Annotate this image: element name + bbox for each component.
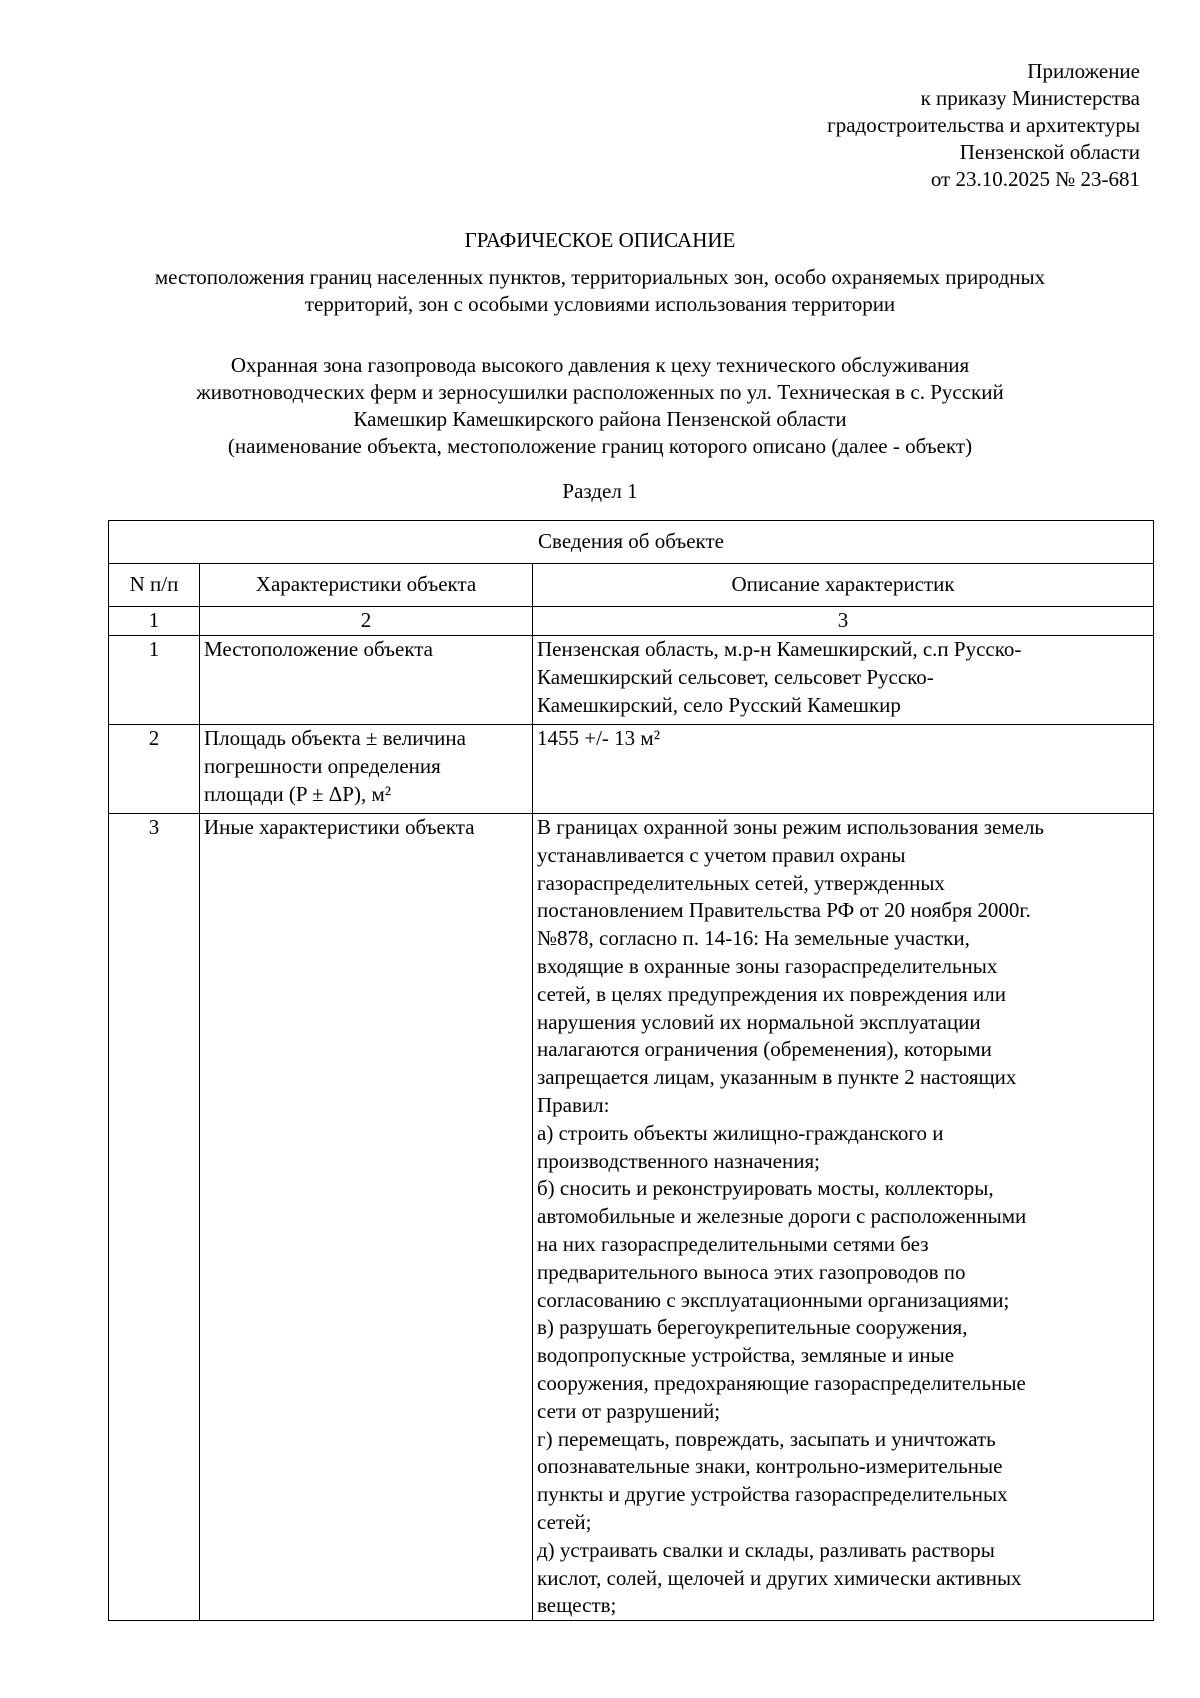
document-title: ГРАФИЧЕСКОЕ ОПИСАНИЕ (464, 228, 736, 252)
description-line: кислот, солей, щелочей и других химически активных (537, 1565, 1022, 1590)
description-line: налагаются ограничения (обременения), которыми (537, 1037, 992, 1062)
description-line: постановлением Правительства РФ от 20 ноября 2000г. (537, 898, 1031, 923)
row-description (533, 636, 1154, 725)
header-characteristic: Характеристики объекта (200, 564, 533, 607)
approval-line: к приказу Министерства (920, 86, 1140, 110)
column-number-3: 3 (533, 607, 1154, 636)
object-name-block (120, 352, 1080, 460)
description-line: водопропускные устройства, земляные и иные (537, 1343, 955, 1368)
description-line: газораспределительных сетей, утвержденных (537, 870, 945, 895)
section-label: Раздел 1 (562, 479, 638, 503)
description-line: на них газораспределительными сетями без (537, 1231, 929, 1256)
description-line: Пензенская область, м.р-н Камешкирский, с.п Русско- (537, 637, 1022, 661)
description-line: Камешкирский, село Русский Камешкир (537, 692, 901, 717)
description-line: сетей, в целях предупреждения их повреждения или (537, 981, 1006, 1006)
description-line: согласованию с эксплуатационными организациями; (537, 1287, 1010, 1312)
subtitle-line: местоположения границ населенных пунктов, территориальных зон, особо охраняемых природных (154, 265, 1046, 289)
subtitle-line: территорий, зон с особыми условиями использования территории (304, 292, 896, 316)
document-subtitle (100, 264, 1100, 318)
column-number-1: 1 (109, 607, 200, 636)
approval-line: от 23.10.2025 № 23-681 (930, 167, 1140, 191)
description-line: сети от разрушений; (537, 1398, 721, 1423)
row-number: 3 (109, 814, 200, 1621)
approval-line: градостроительства и архитектуры (827, 113, 1140, 137)
description-line: д) устраивать свалки и склады, разливать растворы (537, 1537, 995, 1562)
row-characteristic (200, 636, 533, 725)
description-line: Правил: (537, 1092, 610, 1117)
approval-block (827, 58, 1140, 193)
description-line: производственного назначения; (537, 1148, 820, 1173)
characteristic-line: погрешности определения (204, 753, 441, 778)
row-characteristic (200, 725, 533, 814)
description-line: веществ; (537, 1593, 617, 1618)
characteristic-line: Площадь объекта ± величина (204, 726, 466, 750)
description-line: №878, согласно п. 14-16: На земельные участки, (537, 926, 970, 951)
object-name-line: Охранная зона газопровода высокого давления к цеху технического обслуживания (230, 353, 970, 377)
row-number: 1 (109, 636, 200, 725)
description-line: нарушения условий их нормальной эксплуатации (537, 1009, 981, 1034)
column-number-2: 2 (200, 607, 533, 636)
table-caption: Сведения об объекте (109, 521, 1154, 564)
description-line: запрещается лицам, указанным в пункте 2 настоящих (537, 1065, 1017, 1090)
row-number: 2 (109, 725, 200, 814)
description-line: 1455 +/- 13 м² (537, 726, 661, 750)
characteristic-line: Иные характеристики объекта (204, 815, 475, 839)
row-description (533, 725, 1154, 814)
description-line: в) разрушать берегоукрепительные сооружения, (537, 1315, 968, 1340)
row-description (533, 814, 1154, 1621)
description-line: В границах охранной зоны режим использования земель (537, 815, 1044, 839)
description-line: опознавательные знаки, контрольно-измерительные (537, 1454, 1003, 1479)
description-line: сетей; (537, 1509, 592, 1534)
description-line: сооружения, предохраняющие газораспределительные (537, 1370, 1026, 1395)
object-name-note: (наименование объекта, местоположение границ которого описано (далее - объект) (227, 434, 973, 458)
header-number: N п/п (109, 564, 200, 607)
table-row (109, 725, 1154, 814)
description-line: б) сносить и реконструировать мосты, коллекторы, (537, 1176, 994, 1201)
description-line: г) перемещать, повреждать, засыпать и уничтожать (537, 1426, 996, 1451)
description-line: предварительного выноса этих газопроводов по (537, 1259, 966, 1284)
description-line: пункты и другие устройства газораспределительных (537, 1482, 1008, 1507)
approval-line: Пензенской области (959, 140, 1140, 164)
characteristic-line: площади (P ± ΔP), м² (204, 781, 392, 806)
approval-line: Приложение (1027, 59, 1140, 83)
description-line: Камешкирский сельсовет, сельсовет Русско- (537, 664, 934, 689)
description-line: входящие в охранные зоны газораспределительных (537, 953, 998, 978)
object-name-line: Камешкир Камешкирского района Пензенской области (353, 407, 847, 431)
description-line: устанавливается с учетом правил охраны (537, 842, 906, 867)
table-row (109, 636, 1154, 725)
header-description: Описание характеристик (533, 564, 1154, 607)
characteristic-line: Местоположение объекта (204, 637, 434, 661)
description-line: автомобильные и железные дороги с расположенными (537, 1204, 1027, 1229)
object-name-line: животноводческих ферм и зерносушилки расположенных по ул. Техническая в с. Русский (196, 380, 1004, 404)
table-row (109, 814, 1154, 1621)
description-line: а) строить объекты жилищно-гражданского и (537, 1120, 944, 1145)
row-characteristic (200, 814, 533, 1621)
object-info-table (108, 520, 1154, 1621)
